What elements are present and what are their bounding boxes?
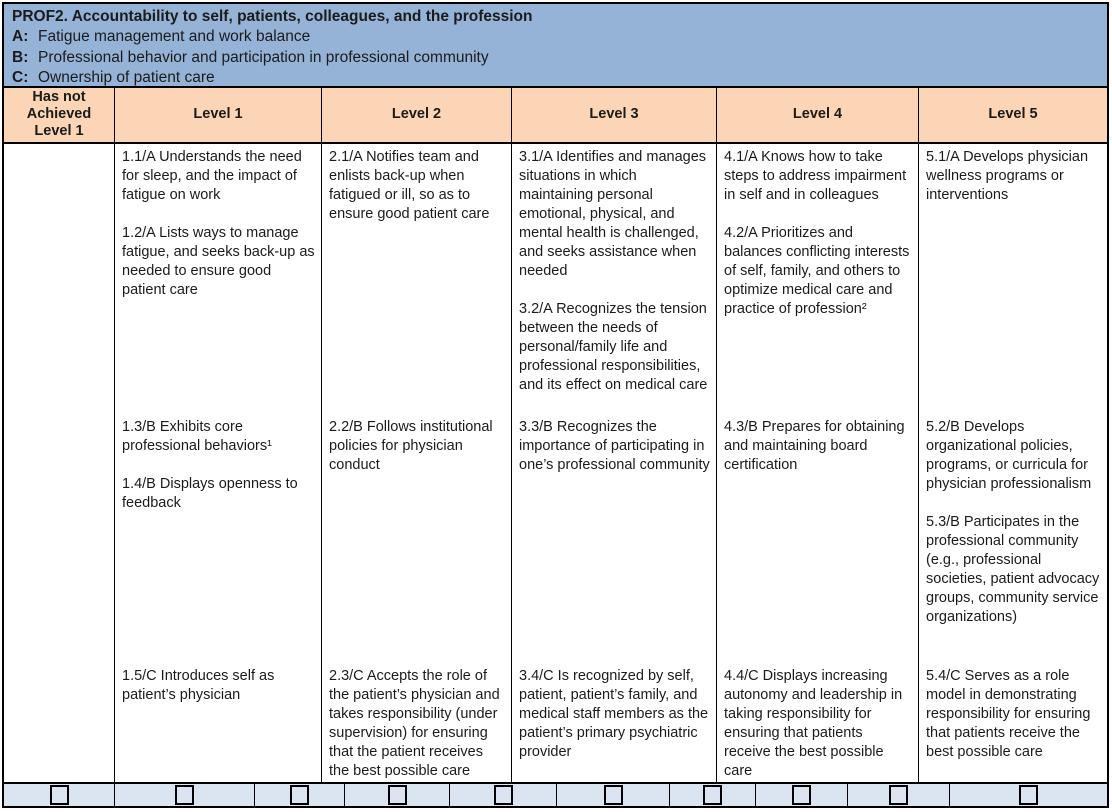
subcompetency-b-label: Professional behavior and participation in professional community <box>38 48 489 66</box>
milestone-body <box>4 144 1107 782</box>
cell-level2-a <box>329 148 505 418</box>
rating-cell-level3-5 <box>670 784 756 806</box>
milestone-text: 3.2/A Recognizes the tension between the needs of personal/family life and professional responsibilities, and its effect on medical care <box>519 300 708 393</box>
rating-cell-level1-5 <box>255 784 345 806</box>
milestone-text: 4.4/C Displays increasing autonomy and leadership in taking responsibility for ensuring that patients receive the best possible care <box>724 667 903 779</box>
milestone-text: 5.1/A Develops physician wellness programs or interventions <box>926 148 1089 203</box>
cell-level5-a <box>926 148 1101 418</box>
cell-level2-b <box>329 418 505 667</box>
column-level-5 <box>919 144 1107 782</box>
cell-level1-a <box>122 148 315 418</box>
header-level-3: Level 3 <box>512 88 717 142</box>
milestone-text: 1.3/B Exhibits core professional behaviors¹ <box>122 418 272 454</box>
rating-checkbox-level1[interactable] <box>175 785 194 805</box>
column-level-2 <box>322 144 512 782</box>
subcompetency-c <box>12 68 1099 88</box>
cell-level1-b <box>122 418 315 667</box>
rating-checkbox-level2[interactable] <box>388 785 407 805</box>
cell-level3-a <box>519 148 710 418</box>
subcompetency-a-letter: A: <box>12 28 29 46</box>
rating-row <box>4 782 1107 806</box>
rating-checkbox-level3-5[interactable] <box>703 785 722 805</box>
header-level-1: Level 1 <box>115 88 322 142</box>
rating-checkbox-level4[interactable] <box>792 785 811 805</box>
header-level-5: Level 5 <box>988 106 1038 123</box>
rating-checkbox-level3[interactable] <box>604 785 623 805</box>
cell-level3-c <box>519 667 710 782</box>
milestone-text: 3.1/A Identifies and manages situations in which maintaining personal emotional, physical, and mental health is challenged, and seeks assistance when needed <box>519 148 707 279</box>
milestone-text: 1.2/A Lists ways to manage fatigue, and seeks back-up as needed to ensure good patient care <box>122 224 315 298</box>
milestone-text: 5.2/B Develops organizational policies, programs, or curricula for physician professionalism <box>926 418 1092 492</box>
subcompetency-b-letter: B: <box>12 48 29 66</box>
cell-level3-b <box>519 418 710 667</box>
subcompetency-a-label: Fatigue management and work balance <box>38 28 311 46</box>
level-header-row <box>4 88 1107 144</box>
subcompetency-c-letter: C: <box>12 68 29 86</box>
rating-cell-level1 <box>115 784 255 806</box>
milestone-text: 1.4/B Displays openness to feedback <box>122 475 298 511</box>
cell-level2-c <box>329 667 505 782</box>
milestone-text: 3.3/B Recognizes the importance of participating in one’s professional community <box>519 418 710 473</box>
rating-cell-level2-5 <box>450 784 557 806</box>
rating-cell-level2 <box>345 784 450 806</box>
column-level-4 <box>717 144 919 782</box>
milestones-table <box>2 2 1109 808</box>
milestone-text: 1.1/A Understands the need for sleep, and the impact of fatigue on work <box>122 148 302 203</box>
cell-level4-a <box>724 148 912 418</box>
milestone-text: 4.1/A Knows how to take steps to address impairment in self and in colleagues <box>724 148 907 203</box>
competency-title: PROF2. Accountability to self, patients, colleagues, and the profession <box>12 8 533 25</box>
cell-level5-c <box>926 667 1101 782</box>
milestone-text: 2.1/A Notifies team and enlists back-up when fatigued or ill, so as to ensure good patient care <box>329 148 490 222</box>
header-level-4: Level 4 <box>717 88 919 142</box>
rating-checkbox-level5[interactable] <box>1019 785 1038 805</box>
cell-level5-b <box>926 418 1101 667</box>
milestone-text: 4.3/B Prepares for obtaining and maintaining board certification <box>724 418 905 473</box>
header-level-2: Level 2 <box>322 88 512 142</box>
rating-checkbox-not-achieved[interactable] <box>50 785 69 805</box>
milestone-text: 2.2/B Follows institutional policies for physician conduct <box>329 418 493 473</box>
rating-cell-level4-5 <box>848 784 950 806</box>
cell-level4-c <box>724 667 912 782</box>
competency-header <box>4 4 1107 88</box>
milestone-text: 2.3/C Accepts the role of the patient’s physician and takes responsibility (under supervision) for ensuring that the patient receives the best possible care <box>329 667 500 779</box>
milestone-text: 3.4/C Is recognized by self, patient, patient’s family, and medical staff members as the patient’s primary psychiatric provider <box>519 667 709 760</box>
milestone-text: 1.5/C Introduces self as patient’s physician <box>122 667 275 703</box>
subcompetency-c-label: Ownership of patient care <box>38 68 215 86</box>
rating-cell-level4 <box>756 784 848 806</box>
subcompetency-a <box>12 27 1099 47</box>
cell-level1-c <box>122 667 315 782</box>
milestone-text: 5.4/C Serves as a role model in demonstrating responsibility for ensuring that patients receive the best possible care <box>926 667 1091 760</box>
rating-checkbox-level2-5[interactable] <box>494 785 513 805</box>
cell-level4-b <box>724 418 912 667</box>
rating-checkbox-level1-5[interactable] <box>290 785 309 805</box>
milestone-text: 4.2/A Prioritizes and balances conflicting interests of self, family, and others to optimize medical care and practice of profession² <box>724 224 910 317</box>
rating-cell-not-achieved <box>4 784 115 806</box>
milestone-text: 5.3/B Participates in the professional community (e.g., professional societies, patient advocacy groups, community service organizations) <box>926 513 1100 625</box>
rating-checkbox-level4-5[interactable] <box>889 785 908 805</box>
rating-cell-level5 <box>950 784 1107 806</box>
header-has-not-achieved: Has not Achieved Level 1 <box>4 88 115 142</box>
cell-has-not-achieved <box>4 144 115 782</box>
column-level-3 <box>512 144 717 782</box>
subcompetency-b <box>12 48 1099 68</box>
column-level-1 <box>115 144 322 782</box>
rating-cell-level3 <box>557 784 670 806</box>
